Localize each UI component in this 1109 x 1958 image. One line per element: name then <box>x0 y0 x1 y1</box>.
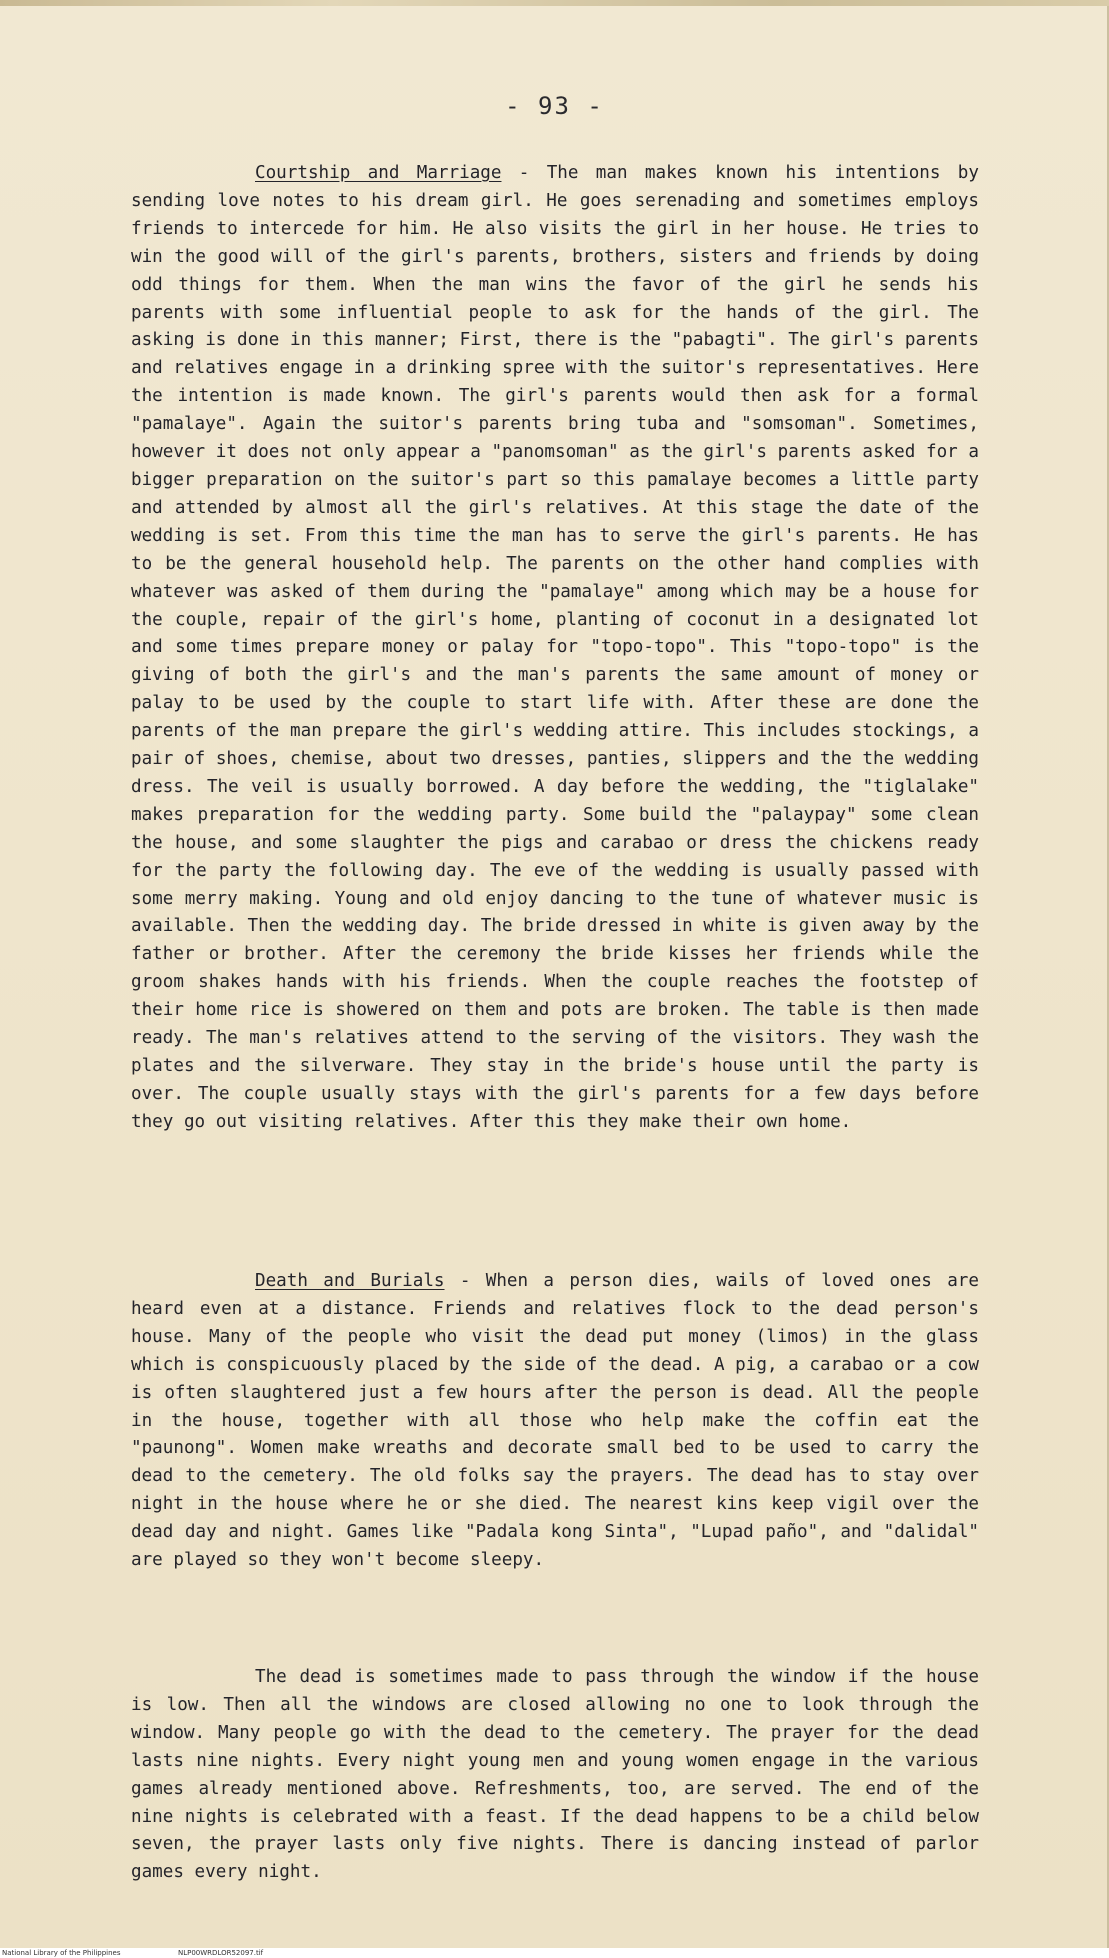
page-number: - 93 - <box>505 92 604 120</box>
scan-footer <box>0 1948 1109 1958</box>
paragraph-courtship-and-marriage <box>131 160 979 1137</box>
paragraph-text: - When a person dies, wails of loved ones are heard even at a distance. Friends and relatives flock to the dead person's house. Many of the people who visit the dead put money (limos) in the glass which is conspicuously placed by the side of the dead. A pig, a carabao or a cow is often slaughtered just a few hours after the person is dead. All the people in the house, together with all those who help make the coffin eat the "paunong". Women make wreaths and decorate small bed to be used to carry the dead to the cemetery. The old folks say the prayers. The dead has to stay over night in the house where he or she died. The nearest kins keep vigil over the dead day and night. Games like "Padala kong Sinta", "Lupad paño", and "dalidal" are played so they won't become sleepy. <box>131 1271 979 1571</box>
section-heading-courtship: Courtship and Marriage <box>255 163 502 183</box>
section-heading-death: Death and Burials <box>255 1271 445 1291</box>
footer-file: NLP00WRDLOR52097.tif <box>178 1949 264 1957</box>
footer-source: National Library of the Philippines <box>2 1949 121 1957</box>
paragraph-death-and-burials <box>131 1268 979 1575</box>
paragraph-text: The dead is sometimes made to pass through the window if the house is low. Then all the windows are closed allowing no one to look through the window. Many people go with the dead to the cemetery. The prayer for the dead lasts nine nights. Every night young men and young women engage in the various games already mentioned above. Refreshments, too, are served. The end of the nine nights is celebrated with a feast. If the dead happens to be a child below seven, the prayer lasts only five nights. There is dancing instead of parlor games every night. <box>131 1667 979 1883</box>
paragraph-text: - The man makes known his intentions by sending love notes to his dream girl. He goes serenading and sometimes employs friends to intercede for him. He also visits the girl in her house. He tries to win the good will of the girl's parents, brothers, sisters and friends by doing odd things for them. When the man wins the favor of the girl he sends his parents with some influential people to ask for the hands of the girl. The asking is done in this manner; First, there is the "pabagti". The girl's parents and relatives engage in a drinking spree with the suitor's representatives. Here the intention is made known. The girl's parents would then ask for a formal "pamalaye". Again the suitor's parents bring tuba and "somsoman". Sometimes, however it does not only appear a "panomsoman" as the girl's parents asked for a bigger preparation on the suitor's part so this pamalaye becomes a little party and attended by almost all the girl's relatives. At this stage the date of the wedding is set. From this time the man has to serve the girl's parents. He has to be the general household help. The parents on the other hand complies with whatever was asked of them during the "pamalaye" among which may be a house for the couple, repair of the girl's home, planting of coconut in a designated lot and some times prepare money or palay for "topo-topo". This "topo-topo" is the giving of both the girl's and the man's parents the same amount of money or palay to be used by the couple to start life with. After these are done the parents of the man prepare the girl's wedding attire. This includes stockings, a pair of shoes, chemise, about two dresses, panties, slippers and the the wedding dress. The veil is usually borrowed. A day before the wedding, the "tiglalake" makes preparation for the wedding party. Some build the "palaypay" some clean the house, and some slaughter the pigs and carabao or dress the chickens ready for the party the following day. The eve of the wedding is usually passed with some merry making. Young and old enjoy dancing to the tune of whatever music is available. Then the wedding day. The bride dressed in white is given away by the father or brother. After the ceremony the bride kisses her friends while the groom shakes hands with his friends. When the couple reaches the footstep of their home rice is showered on them and pots are broken. The table is then made ready. The man's relatives attend to the serving of the visitors. They wash the plates and the silverware. They stay in the bride's house until the party is over. The couple usually stays with the girl's parents for a few days before they go out visiting relatives. After this they make their own home. <box>131 163 979 1132</box>
paragraph-nine-nights <box>131 1664 979 1887</box>
page-top-edge <box>0 0 1109 6</box>
